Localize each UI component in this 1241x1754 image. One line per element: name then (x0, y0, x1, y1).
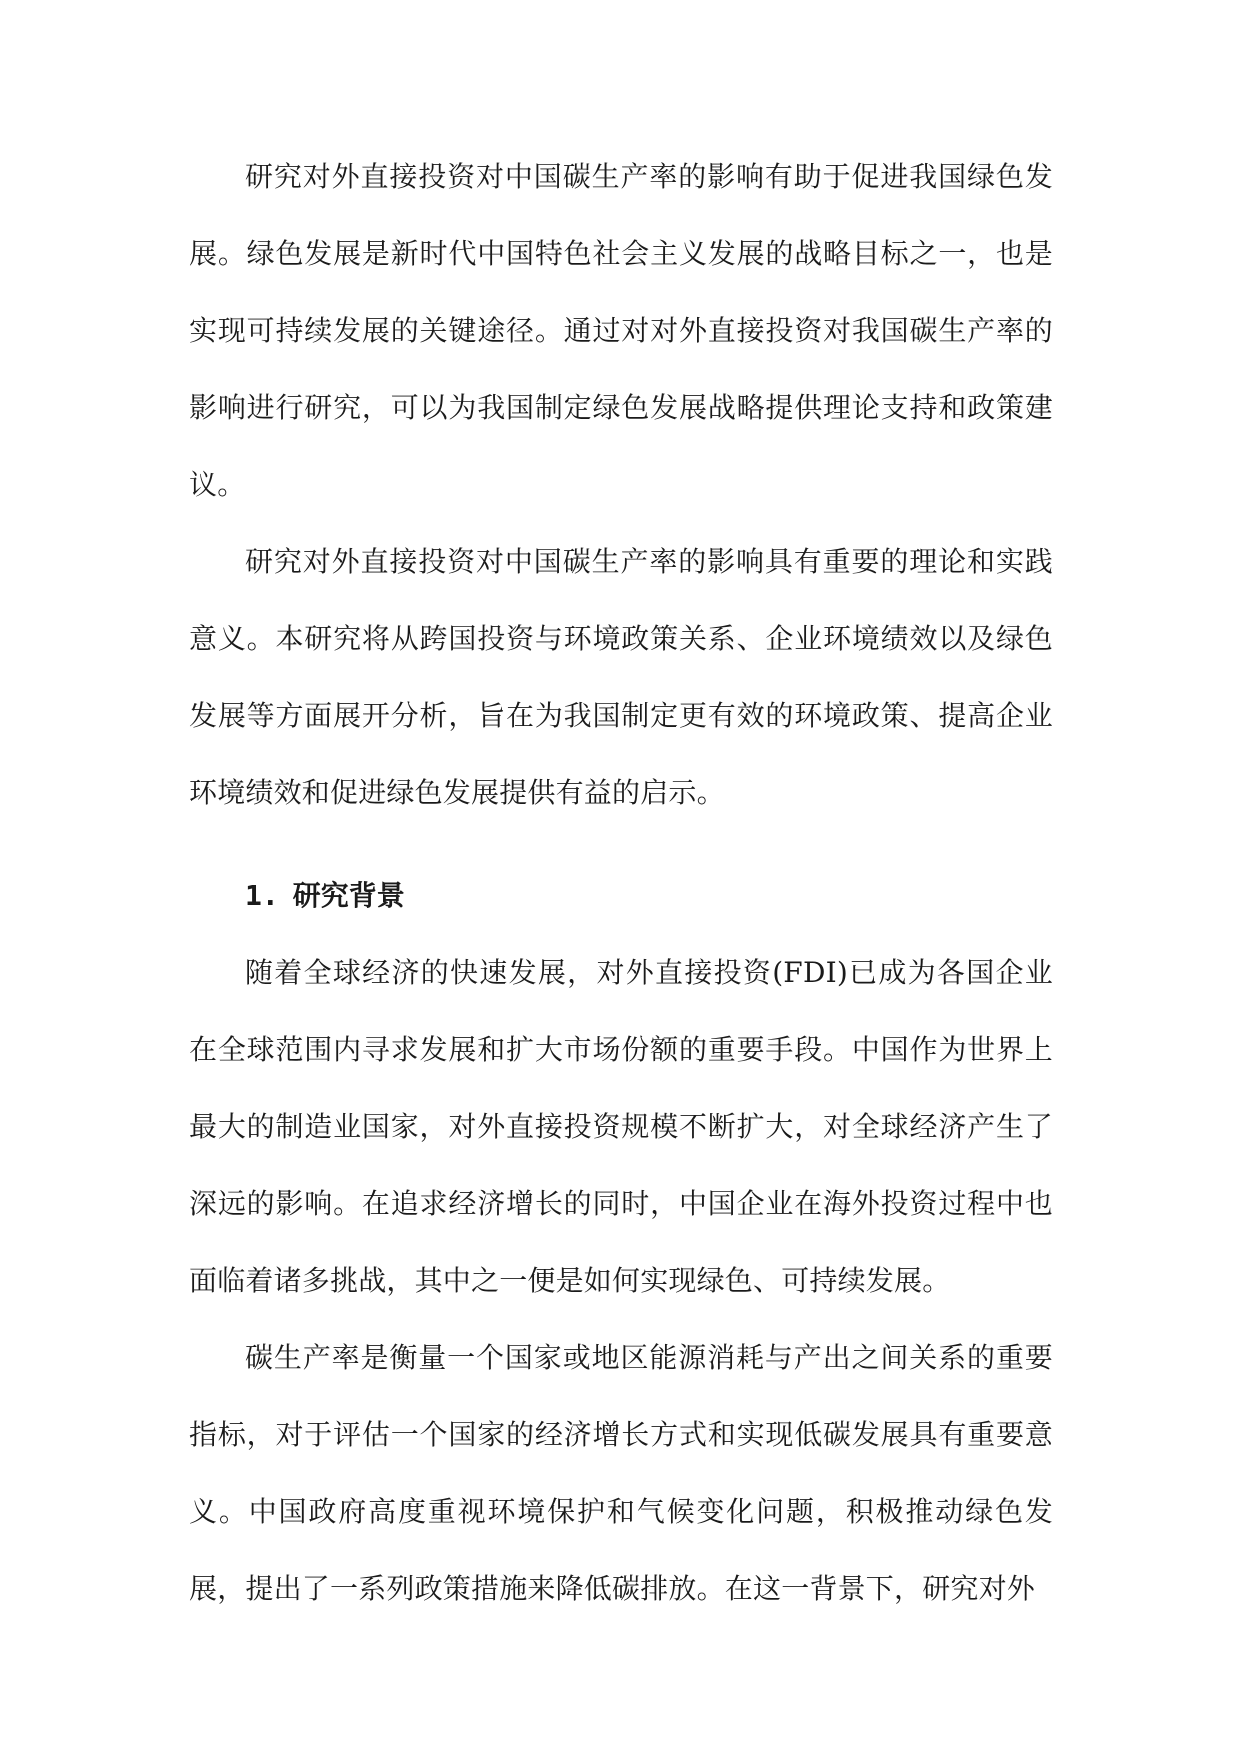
paragraph-significance: 研究对外直接投资对中国碳生产率的影响具有重要的理论和实践意义。本研究将从跨国投资与环境政策关系、企业环境绩效以及绿色发展等方面展开分析，旨在为我国制定更有效的环境政策、提高企业环境绩效和促进绿色发展提供有益的启示。 (189, 545, 1053, 809)
section-title: 研究背景 (292, 879, 405, 912)
section-number: 1. (245, 879, 279, 912)
paragraph-fdi-background: 随着全球经济的快速发展，对外直接投资(FDI)已成为各国企业在全球范围内寻求发展和扩大市场份额的重要手段。中国作为世界上最大的制造业国家，对外直接投资规模不断扩大，对全球经济产生了深远的影响。在追求经济增长的同时，中国企业在海外投资过程中也面临着诸多挑战，其中之一便是如何实现绿色、可持续发展。 (189, 956, 1053, 1297)
document-body (189, 138, 1053, 1627)
paragraph-green-development: 研究对外直接投资对中国碳生产率的影响有助于促进我国绿色发展。绿色发展是新时代中国特色社会主义发展的战略目标之一，也是实现可持续发展的关键途径。通过对对外直接投资对我国碳生产率的影响进行研究，可以为我国制定绿色发展战略提供理论支持和政策建议。 (189, 160, 1053, 501)
section-heading (189, 857, 1053, 934)
paragraph-carbon-productivity: 碳生产率是衡量一个国家或地区能源消耗与产出之间关系的重要指标，对于评估一个国家的经济增长方式和实现低碳发展具有重要意义。中国政府高度重视环境保护和气候变化问题，积极推动绿色发展，提出了一系列政策措施来降低碳排放。在这一背景下，研究对外 (189, 1341, 1053, 1605)
